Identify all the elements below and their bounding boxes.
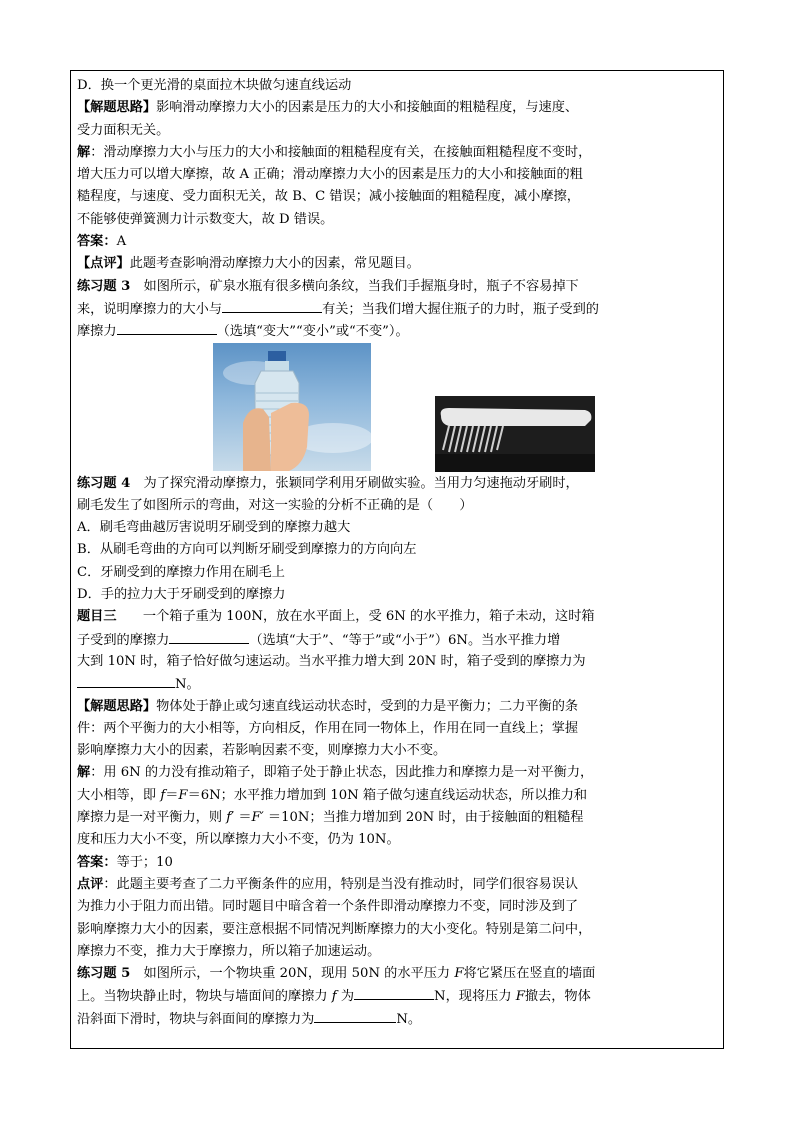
text-line: [77, 896, 717, 918]
symbol: F: [454, 966, 464, 982]
text-line: [77, 785, 717, 807]
label: 解: [77, 144, 91, 160]
symbol: f′: [226, 810, 235, 826]
label: 答案：: [77, 854, 117, 870]
text-line: [77, 164, 717, 186]
text: ＝6N；水平推力增加到 10N 箱子做匀速直线运动状态，所以推力和: [187, 787, 588, 803]
text: 大到 10N 时，箱子恰好做匀速运动。当水平推力增大到 20N 时，箱子受到的摩擦力为: [77, 653, 586, 669]
text: ：滑动摩擦力大小与压力的大小和接触面的粗糙程度有关，在接触面粗糙程度不变时，: [90, 144, 592, 160]
label: 解: [77, 765, 91, 781]
option-line: [77, 562, 717, 584]
text: 糙程度，与速度、受力面积无关，故 B、C 错误；减小接触面的粗糙程度，减小摩擦，: [77, 189, 580, 205]
text-line: [77, 186, 717, 208]
text: 将它紧压在竖直的墙面: [463, 966, 596, 982]
document-content: [77, 75, 717, 1030]
text-line: [77, 985, 717, 1007]
text: 为了探究滑动摩擦力，张颖同学利用牙刷做实验。当用力匀速拖动牙刷时，: [130, 475, 579, 491]
exercise-3-line: [77, 276, 717, 298]
text: 物体处于静止或匀速直线运动状态时，受到的力是平衡力；二力平衡的条: [156, 698, 579, 714]
text-line: [77, 495, 717, 517]
label: 【解题思路】: [77, 100, 157, 116]
text: A: [116, 234, 127, 250]
text: 受力面积无关。: [77, 122, 170, 138]
answer-blank[interactable]: [314, 1008, 396, 1023]
answer-blank[interactable]: [354, 985, 434, 1000]
text-line: [77, 209, 717, 231]
answer-explanation-line: [77, 142, 717, 164]
comment-line: [77, 874, 717, 896]
text-line: [77, 829, 717, 851]
symbol: F: [515, 989, 525, 1005]
exercise-5-line: [77, 963, 717, 985]
text: 刷毛发生了如图所示的弯曲，对这一实验的分析不正确的是（ ）: [77, 497, 473, 513]
text: 此题考查影响滑动摩擦力大小的因素，常见题目。: [129, 256, 420, 272]
label: 【点评】: [77, 256, 130, 272]
text: 度和压力大小不变，所以摩擦力大小不变，仍为 10N。: [77, 832, 400, 848]
answer-blank[interactable]: [169, 629, 249, 644]
label: 练习题 5: [77, 966, 131, 982]
text: 摩擦力是一对平衡力，则: [77, 810, 227, 826]
text: 摩擦力不变，推力大于摩擦力，所以箱子加速运动。: [77, 943, 381, 959]
answer-explanation-line: [77, 762, 717, 784]
content-frame: [70, 70, 724, 1049]
text: D．换一个更光滑的桌面拉木块做匀速直线运动: [77, 78, 352, 93]
option-line: [77, 517, 717, 539]
label: 答案：: [77, 234, 117, 250]
label: 点评: [77, 876, 104, 892]
text: N，现将压力: [434, 989, 516, 1005]
text: 不能够使弹簧测力计示数变大，故 D 错误。: [77, 211, 334, 227]
text: C．牙刷受到的摩擦力作用在刷毛上: [77, 564, 285, 580]
text-line: [77, 120, 717, 142]
text: A．刷毛弯曲越厉害说明牙刷受到的摩擦力越大: [77, 520, 351, 536]
text: ：用 6N 的力没有推动箱子，即箱子处于静止状态，因此推力和摩擦力是一对平衡力，: [90, 765, 594, 781]
option-d-line: [77, 75, 717, 97]
label: 题目三: [77, 609, 117, 625]
answer-line: [77, 852, 717, 874]
label: 练习题 4: [77, 475, 131, 491]
toothbrush-photo: [435, 396, 595, 472]
figures-row: [77, 343, 717, 473]
text: ＝: [165, 787, 179, 803]
text-line: [77, 919, 717, 941]
text-line: [77, 740, 717, 762]
text: （选填“变大”“变小”或“不变”）。: [216, 324, 409, 340]
toothbrush-illustration: [435, 396, 595, 472]
comment-line: [77, 253, 717, 275]
answer-blank[interactable]: [117, 320, 217, 335]
solution-idea-line: [77, 97, 717, 119]
symbol: f: [331, 989, 337, 1005]
text: 大小相等，即: [77, 787, 161, 803]
question-3-line: [77, 606, 717, 628]
answer-blank[interactable]: [222, 298, 322, 313]
symbol: F′: [251, 810, 264, 826]
symbol: f: [160, 787, 166, 803]
text-line: [77, 941, 717, 963]
text-line: [77, 673, 717, 695]
text: 为推力小于阻力而出错。同时题目中暗含着一个条件即滑动摩擦力不变，同时涉及到了: [77, 899, 579, 915]
option-line: [77, 539, 717, 561]
text-line: [77, 298, 717, 320]
text: 有关；当我们增大握住瓶子的力时，瓶子受到的: [322, 301, 599, 317]
bottle-illustration: [213, 343, 371, 471]
text-line: [77, 807, 717, 829]
text: ：此题主要考查了二力平衡条件的应用，特别是当没有推动时，同学们很容易误认: [103, 876, 579, 892]
text: 影响滑动摩擦力大小的因素是压力的大小和接触面的粗糙程度，与速度、: [156, 100, 579, 116]
answer-blank[interactable]: [77, 673, 175, 688]
text: 上。当物块静止时，物块与墙面间的摩擦力: [77, 989, 332, 1005]
text: N。: [175, 677, 200, 693]
text: B．从刷毛弯曲的方向可以判断牙刷受到摩擦力的方向向左: [77, 542, 417, 558]
water-bottle-photo: [213, 343, 371, 471]
text: 沿斜面下滑时，物块与斜面间的摩擦力为: [77, 1011, 315, 1027]
symbol: F: [178, 787, 188, 803]
text: 一个箱子重为 100N，放在水平面上，受 6N 的水平推力，箱子未动，这时箱: [116, 609, 595, 625]
text-line: [77, 320, 717, 342]
text: 件：两个平衡力的大小相等，方向相反，作用在同一物体上，作用在同一直线上；掌握: [77, 720, 579, 736]
text-line: [77, 629, 717, 651]
solution-idea-line: [77, 696, 717, 718]
text: D．手的拉力大于牙刷受到的摩擦力: [77, 587, 286, 603]
exercise-4-line: [77, 473, 717, 495]
label: 练习题 3: [77, 278, 131, 294]
text: 影响摩擦力大小的因素，若影响因素不变，则摩擦力大小不变。: [77, 743, 447, 759]
text: 影响摩擦力大小的因素，要注意根据不同情况判断摩擦力的大小变化。特别是第二问中，: [77, 921, 592, 937]
text: 增大压力可以增大摩擦，故 A 正确；滑动摩擦力大小的因素是压力的大小和接触面的粗: [77, 167, 583, 183]
text: 为: [336, 989, 355, 1005]
text: 来，说明摩擦力的大小与: [77, 301, 223, 317]
text: ＝10N；当推力增加到 20N 时，由于接触面的粗糙程: [263, 810, 584, 826]
text: 等于；10: [116, 854, 173, 870]
text-line: [77, 1008, 717, 1030]
label: 【解题思路】: [77, 698, 157, 714]
text: ＝: [234, 810, 252, 826]
text: 如图所示，矿泉水瓶有很多横向条纹，当我们手握瓶身时，瓶子不容易掉下: [130, 278, 579, 294]
text: 如图所示，一个物块重 20N，现用 50N 的水平压力: [130, 966, 455, 982]
option-line: [77, 584, 717, 606]
answer-line: [77, 231, 717, 253]
text: （选填“大于”、“等于”或“小于”）6N。当水平推力增: [249, 632, 561, 648]
text-line: [77, 718, 717, 740]
text-line: [77, 651, 717, 673]
text: 摩擦力: [77, 324, 117, 340]
text: 子受到的摩擦力: [77, 632, 170, 648]
text: 撤去，物体: [524, 989, 591, 1005]
text: N。: [396, 1011, 422, 1027]
